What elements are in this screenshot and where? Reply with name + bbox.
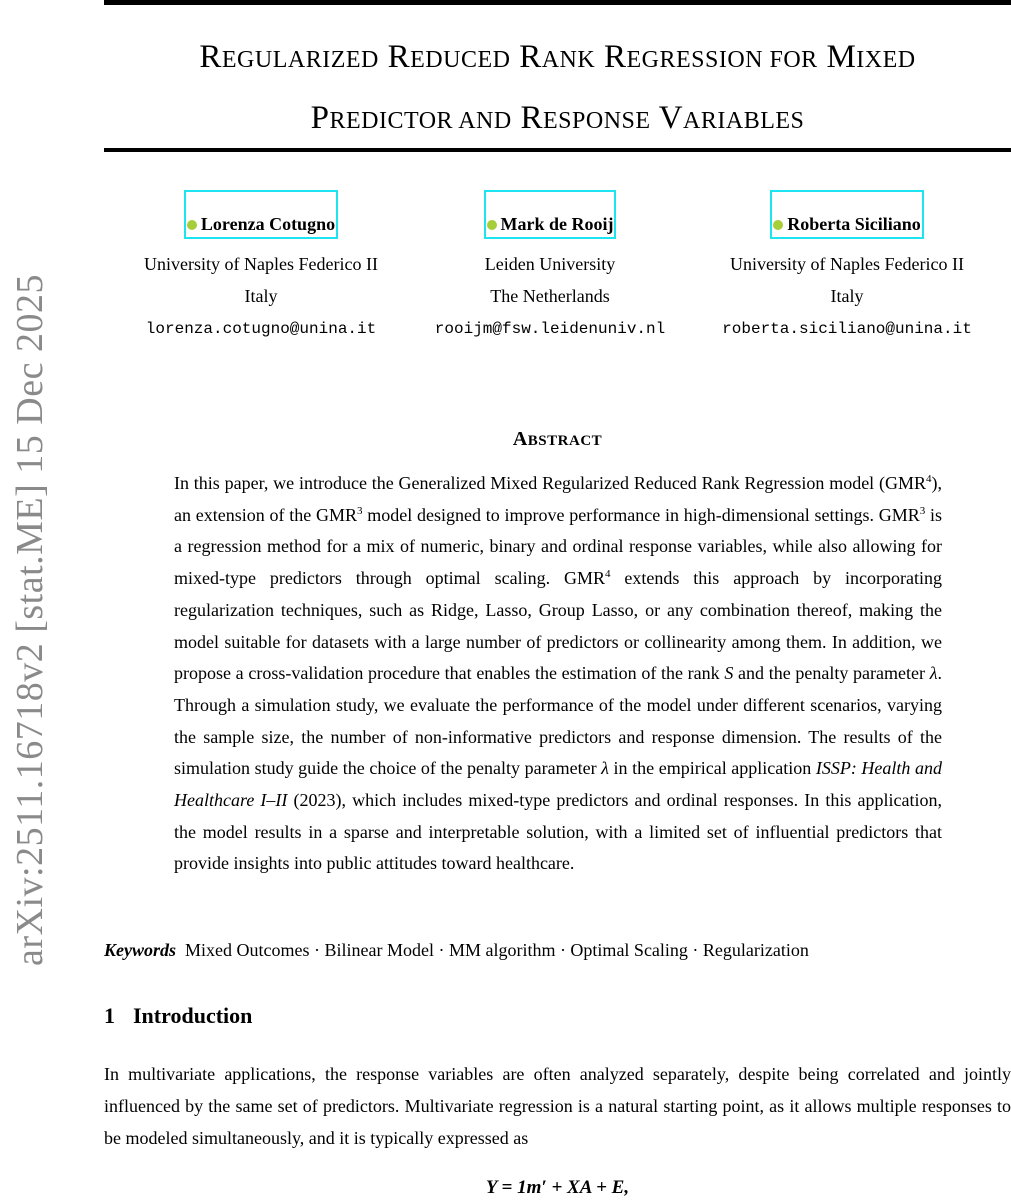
paper-title [104,28,1011,150]
author-affiliation: University of Naples Federico II [144,254,378,274]
author-email[interactable]: lorenza.cotugno@unina.it [145,320,377,338]
author-name-link[interactable] [770,190,924,239]
orcid-icon[interactable] [187,220,197,230]
title-line-2: PREDICTOR AND RESPONSE VARIABLES [310,100,805,136]
equation: Y = 1m′ + XA + E, [485,1177,630,1198]
author-name: Roberta Siciliano [787,214,921,234]
title-top-rule [104,0,1011,5]
title-bottom-rule [104,148,1011,152]
author-affiliation: University of Naples Federico II [730,254,964,274]
author-affiliation: Leiden University [484,254,616,274]
keywords-label: Keywords [104,940,176,960]
abstract-text: In this paper, we introduce the Generalized Mixed Regularized Reduced Rank Regression model (GMR$^4$), an extension of the GMR$^3$ model designed to improve performance in high-dimensional settings. GMR$^3$ is a regression method for a mix of numeric, binary and ordinal response variables, while also allowing for mixed-type predictors through optimal scaling. GMR$^4$ extends this approach by incorporating regularization techniques, such as Ridge, Lasso, Group Lasso, or any combination thereof, making the model suitable for datasets with a large number of predictors or collinearity among them. In addition, we propose a cross-validation procedure that enables the estimation of the rank S and the penalty parameter λ. Through a simulation study, we evaluate the performance of the model under different scenarios, varying the sample size, the number of non-informative predictors and response dimension. The results of the simulation study guide the choice of the penalty parameter λ in the empirical application ISSP: Health and Healthcare I–II (2023), which includes mixed-type predictors and ordinal responses. In this application, the model results in a sparse and interpretable solution, with a limited set of influential predictors that provide insights into public attitudes toward healthcare. [174,473,942,874]
title-line-1: REGULARIZED REDUCED RANK REGRESSION FOR MIXED [199,39,916,75]
arxiv-identifier-stamp: arXiv:2511.16718v2 [stat.ME] 15 Dec 2025 [9,274,51,966]
orcid-icon[interactable] [773,220,783,230]
author-email[interactable]: roberta.siciliano@unina.it [722,320,972,338]
abstract-heading: ABSTRACT [512,428,603,450]
intro-paragraph: In multivariate applications, the response variables are often analyzed separately, despite being correlated and jointly influenced by the same set of predictors. Multivariate regression is a natural starting point, as it allows multiple responses to be modeled simultaneously, and it is typically expressed as [104,1064,1011,1148]
author-country: Italy [830,285,864,306]
author-name-link[interactable] [184,190,338,239]
author-block [400,190,700,346]
section-heading: 1 Introduction [104,1003,253,1028]
keywords-line [104,935,809,965]
author-name-link[interactable] [484,190,617,239]
author-country: The Netherlands [490,285,610,306]
author-name: Lorenza Cotugno [200,214,336,234]
author-name: Mark de Rooij [500,214,614,234]
orcid-icon[interactable] [487,220,497,230]
author-block [697,190,997,346]
author-email[interactable]: rooijm@fsw.leidenuniv.nl [434,320,666,338]
source-title: ISSP: Health and Healthcare I–II [174,758,942,811]
author-block [111,190,411,346]
keywords-list: Mixed Outcomes · Bilinear Model · MM algorithm · Optimal Scaling · Regularization [185,940,809,960]
author-country: Italy [244,285,278,306]
